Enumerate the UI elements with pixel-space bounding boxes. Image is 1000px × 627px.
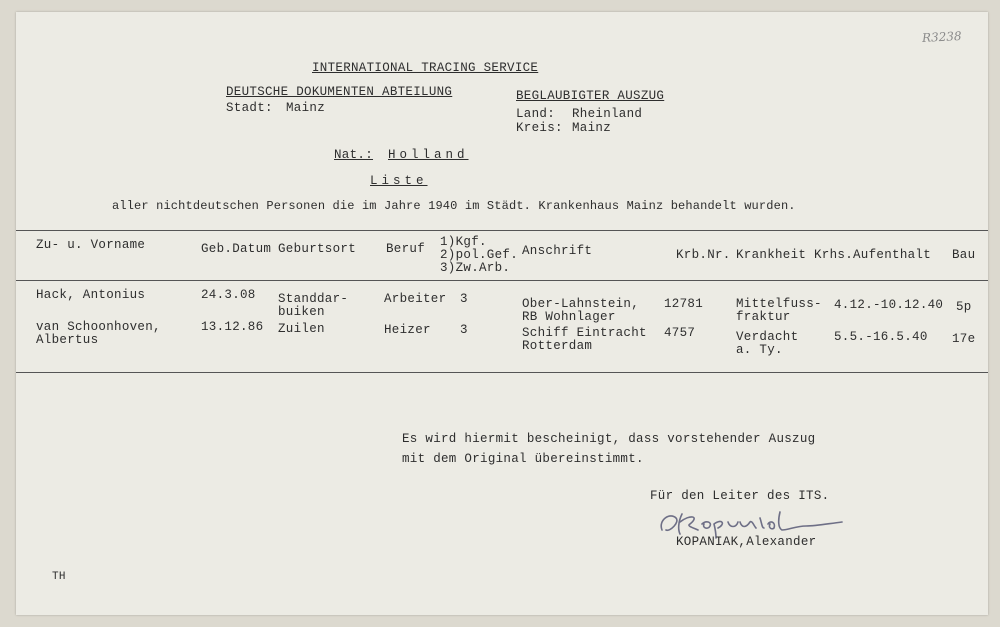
row-address: Ober-Lahnstein, — [522, 297, 640, 311]
row-name-cont: Albertus — [36, 333, 99, 347]
table-top-rule — [16, 230, 988, 231]
row-ward: 17e — [952, 332, 976, 346]
organization-title: INTERNATIONAL TRACING SERVICE — [312, 61, 539, 75]
certification-line-2: mit dem Original übereinstimmt. — [402, 452, 644, 466]
col-header-register: Krb.Nr. — [676, 248, 731, 262]
stadt-value: Mainz — [286, 101, 326, 115]
col-header-category-3: 3)Zw.Arb. — [440, 261, 511, 275]
col-header-occupation: Beruf — [386, 242, 426, 256]
signatory-name: KOPANIAK,Alexander — [676, 535, 817, 549]
row-birthdate: 24.3.08 — [201, 288, 256, 302]
stadt-label: Stadt: — [226, 101, 273, 115]
row-name: Hack, Antonius — [36, 288, 146, 302]
col-header-birthdate: Geb.Datum — [201, 242, 272, 256]
row-birthplace: Standdar- — [278, 292, 349, 306]
row-birthplace-cont: buiken — [278, 305, 325, 319]
col-header-name: Zu- u. Vorname — [36, 238, 146, 252]
row-name: van Schoonhoven, — [36, 320, 161, 334]
signature-for-line: Für den Leiter des ITS. — [650, 489, 830, 503]
row-category: 3 — [460, 323, 468, 337]
row-category: 3 — [460, 292, 468, 306]
kreis-value: Mainz — [572, 121, 612, 135]
typist-initials: TH — [52, 571, 66, 583]
extract-title: BEGLAUBIGTER AUSZUG — [516, 89, 665, 103]
row-illness-cont: a. Ty. — [736, 343, 783, 357]
certification-line-1: Es wird hiermit bescheinigt, dass vorstehender Auszug — [402, 432, 816, 446]
nationality-label: Nat.: — [334, 148, 374, 162]
col-header-address: Anschrift — [522, 244, 593, 258]
col-header-birthplace: Geburtsort — [278, 242, 357, 256]
table-bottom-rule — [16, 372, 988, 373]
document-page — [16, 12, 988, 615]
land-value: Rheinland — [572, 107, 643, 121]
col-header-category-2: 2)pol.Gef. — [440, 248, 519, 262]
row-occupation: Arbeiter — [384, 292, 447, 306]
archive-mark: R3238 — [921, 28, 962, 46]
row-occupation: Heizer — [384, 323, 431, 337]
row-birthdate: 13.12.86 — [201, 320, 264, 334]
row-address-cont: RB Wohnlager — [522, 310, 616, 324]
row-register: 4757 — [664, 326, 696, 340]
land-label: Land: — [516, 107, 556, 121]
col-header-ward: Bau — [952, 248, 976, 262]
col-header-stay: Krhs.Aufenthalt — [814, 248, 932, 262]
row-stay: 4.12.-10.12.40 — [834, 298, 944, 312]
row-ward: 5p — [956, 300, 972, 314]
col-header-illness: Krankheit — [736, 248, 807, 262]
row-illness: Verdacht — [736, 330, 799, 344]
row-address-cont: Rotterdam — [522, 339, 593, 353]
row-register: 12781 — [664, 297, 704, 311]
row-illness: Mittelfuss- — [736, 297, 822, 311]
list-subtitle: aller nichtdeutschen Personen die im Jahre 1940 im Städt. Krankenhaus Mainz behandelt wurden. — [112, 199, 796, 213]
row-stay: 5.5.-16.5.40 — [834, 330, 928, 344]
row-address: Schiff Eintracht — [522, 326, 647, 340]
col-header-category-1: 1)Kgf. — [440, 235, 487, 249]
nationality-value: Holland — [388, 148, 469, 162]
row-illness-cont: fraktur — [736, 310, 791, 324]
row-birthplace: Zuilen — [278, 322, 325, 336]
department-title: DEUTSCHE DOKUMENTEN ABTEILUNG — [226, 85, 453, 99]
list-title: Liste — [370, 174, 428, 188]
kreis-label: Kreis: — [516, 121, 563, 135]
table-header-rule — [16, 280, 988, 281]
